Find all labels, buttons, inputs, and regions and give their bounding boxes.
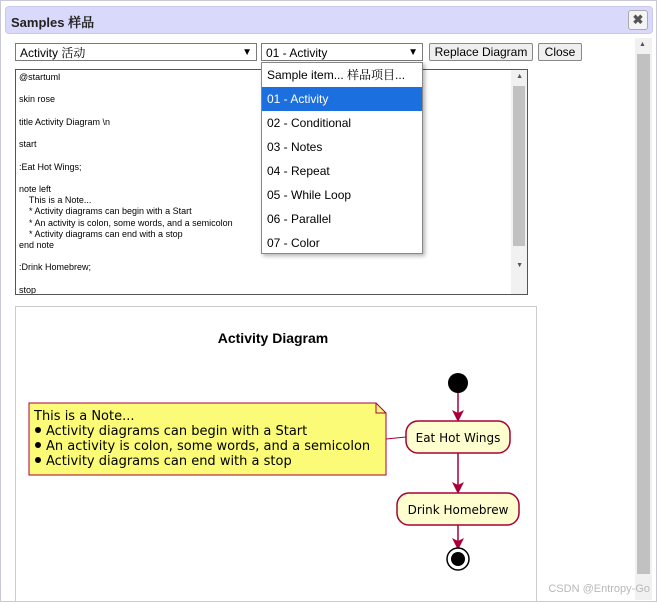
dropdown-option[interactable]: 05 - While Loop bbox=[267, 188, 352, 202]
scroll-up-icon[interactable]: ▲ bbox=[516, 73, 523, 80]
close-button[interactable]: Close bbox=[538, 43, 582, 61]
note-line: This is a Note... bbox=[34, 409, 135, 424]
sample-select-value: 01 - Activity bbox=[266, 46, 328, 60]
dialog-scrollbar[interactable] bbox=[635, 38, 652, 600]
dropdown-option[interactable]: 07 - Color bbox=[267, 236, 320, 250]
bullet-icon bbox=[35, 427, 41, 433]
dialog-title: Samples 样品 bbox=[11, 15, 95, 30]
start-node bbox=[448, 373, 468, 393]
activity-label: Eat Hot Wings bbox=[415, 431, 501, 445]
chevron-down-icon: ▼ bbox=[408, 47, 418, 58]
watermark: CSDN @Entropy-Go bbox=[548, 583, 650, 595]
dialog-titlebar[interactable] bbox=[5, 6, 653, 34]
editor-scrollbar[interactable] bbox=[511, 70, 527, 294]
replace-diagram-button[interactable]: Replace Diagram bbox=[429, 43, 533, 61]
note-line: An activity is colon, some words, and a semicolon bbox=[46, 439, 371, 454]
activity-diagram bbox=[16, 307, 536, 601]
note-line: Activity diagrams can end with a stop bbox=[46, 454, 292, 469]
dialog-scroll-thumb[interactable] bbox=[637, 54, 650, 574]
sample-select[interactable] bbox=[261, 43, 423, 61]
sample-dropdown-list[interactable] bbox=[261, 62, 423, 254]
chevron-down-icon: ▼ bbox=[242, 47, 252, 58]
scroll-down-icon[interactable]: ▼ bbox=[516, 262, 523, 269]
note-connector bbox=[386, 437, 406, 439]
category-select[interactable] bbox=[15, 43, 257, 61]
stop-node-inner bbox=[451, 552, 465, 566]
category-select-value: Activity 活动 bbox=[20, 46, 86, 60]
editor-scroll-thumb[interactable] bbox=[513, 86, 525, 246]
diagram-preview bbox=[15, 306, 537, 602]
dropdown-option[interactable]: Sample item... 样品项目... bbox=[267, 68, 406, 82]
close-icon[interactable]: ✖ bbox=[628, 10, 648, 30]
dropdown-option[interactable]: 02 - Conditional bbox=[267, 116, 352, 130]
dropdown-option[interactable]: 04 - Repeat bbox=[267, 164, 330, 178]
dropdown-option[interactable]: 06 - Parallel bbox=[267, 212, 332, 226]
activity-label: Drink Homebrew bbox=[407, 503, 509, 517]
bullet-icon bbox=[35, 457, 41, 463]
scroll-up-icon[interactable]: ▲ bbox=[639, 41, 646, 48]
note-line: Activity diagrams can begin with a Start bbox=[46, 424, 308, 439]
dropdown-option[interactable]: 03 - Notes bbox=[267, 140, 323, 154]
bullet-icon bbox=[35, 442, 41, 448]
dropdown-option-selected[interactable]: 01 - Activity bbox=[262, 87, 422, 111]
source-text[interactable]: @startuml skin rose title Activity Diagram \n start :Eat Hot Wings; note left This is a Note... * Activity diagrams can begin with a Start * An activity is colon, some words, and a semicolon * Activity diagrams can end with a stop end note :Drink Homebrew; stop bbox=[19, 72, 233, 295]
diagram-title: Activity Diagram bbox=[217, 330, 329, 346]
